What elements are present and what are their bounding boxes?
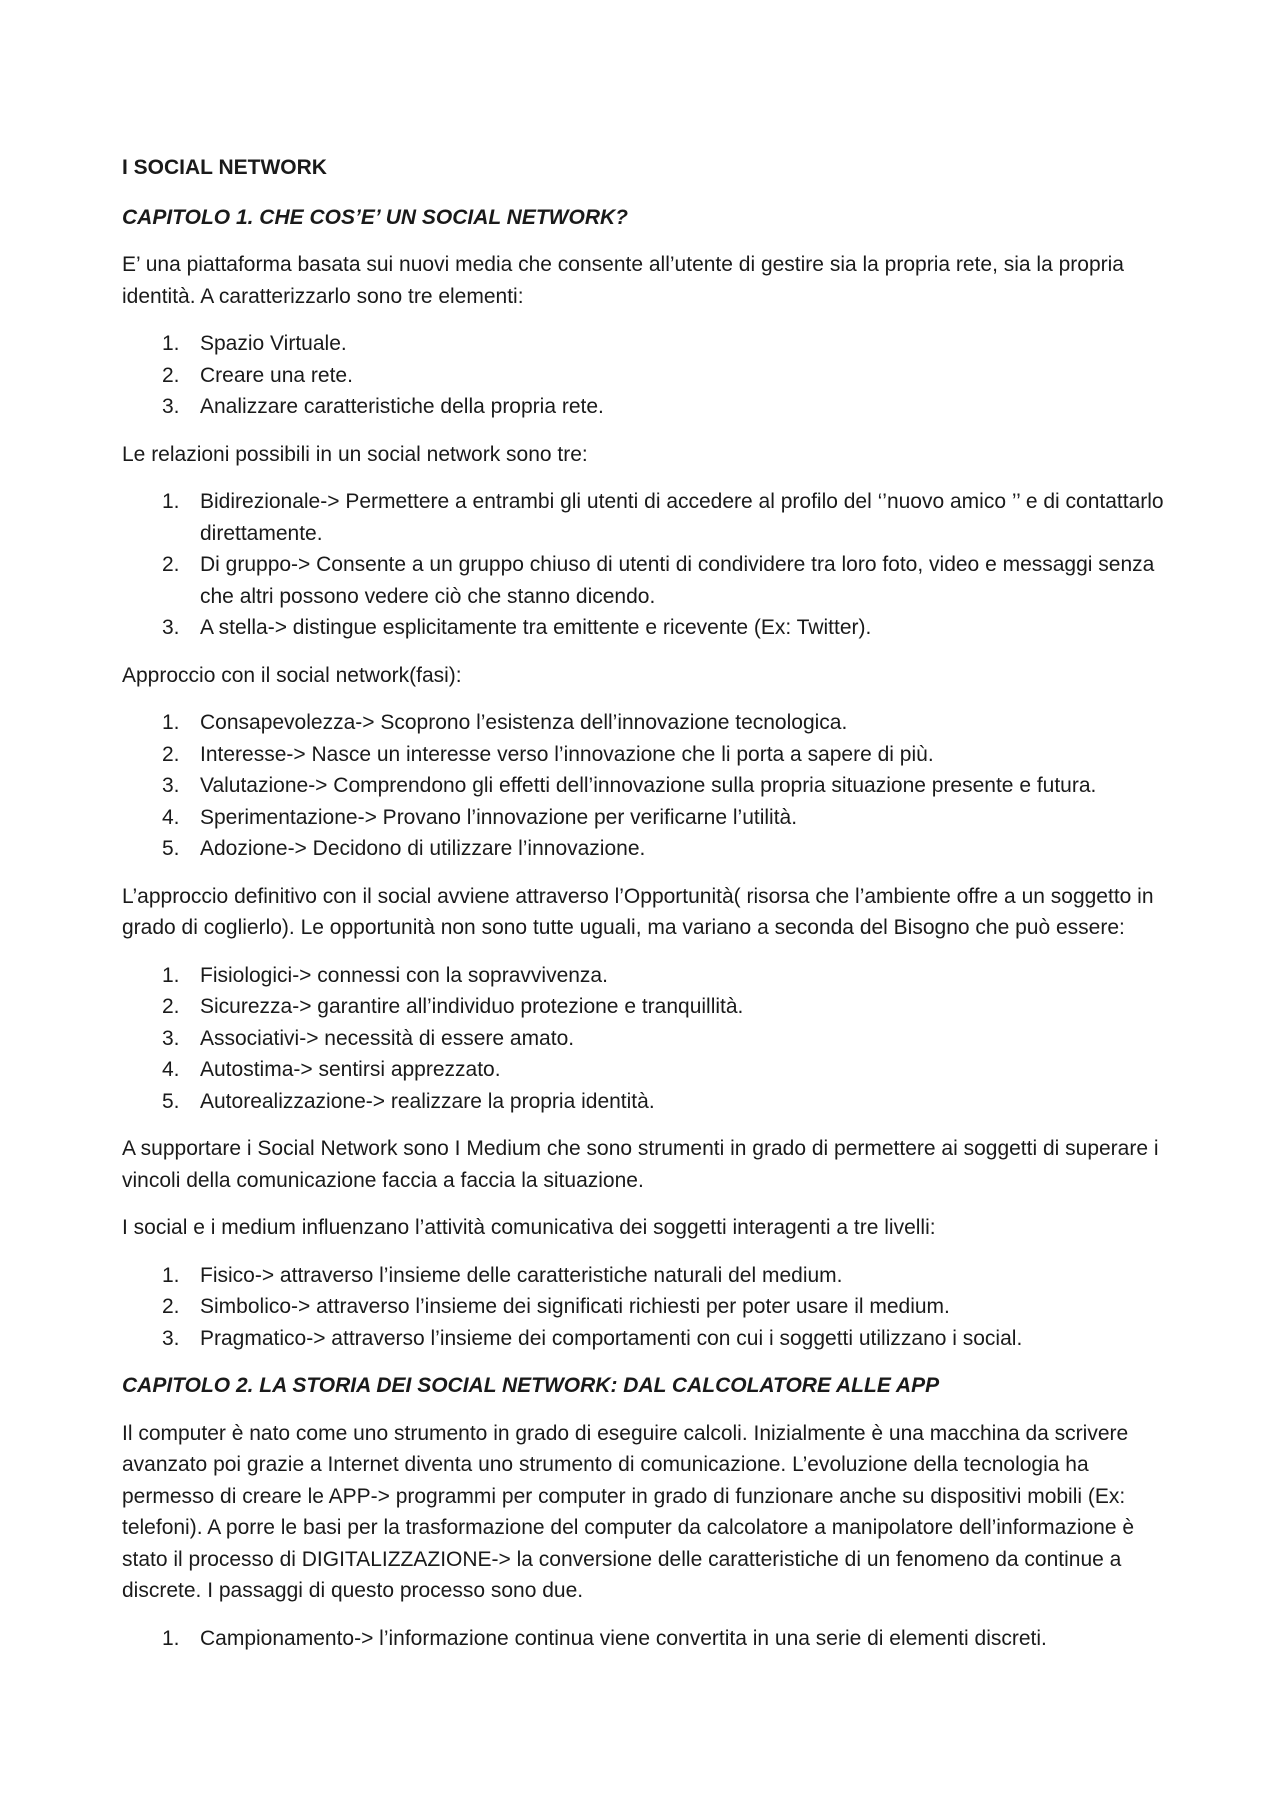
levels-list [122, 1260, 1167, 1355]
list-item: 4. Sperimentazione-> Provano l’innovazione per verificarne l’utilità. [162, 805, 798, 829]
list-item: 1. Campionamento-> l’informazione continua viene convertita in una serie di elementi discreti. [162, 1626, 1047, 1650]
list-item: 1. Consapevolezza-> Scoprono l’esistenza dell’innovazione tecnologica. [162, 711, 848, 734]
needs-list [122, 960, 1167, 1118]
list-item: 2. Interesse-> Nasce un interesse verso l’innovazione che li porta a sapere di più. [162, 742, 934, 766]
list-item: 5. Adozione-> Decidono di utilizzare l’innovazione. [162, 837, 646, 860]
list-item: 2. Di gruppo-> Consente a un gruppo chiuso di utenti di condividere tra loro foto, video e messaggi senza che altri possono vedere ciò che stanno dicendo. [162, 553, 1155, 608]
list-item: 2. Sicurezza-> garantire all’individuo protezione e tranquillità. [162, 995, 744, 1018]
list-item: 5. Autorealizzazione-> realizzare la propria identità. [162, 1089, 655, 1113]
opportunity-paragraph: L’approccio definitivo con il social avviene attraverso l’Opportunità( risorsa che l’ambiente offre a un soggetto in grado di coglierlo). Le opportunità non sono tutte uguali, ma variano a seconda del Bisogno che può essere: [122, 884, 1154, 939]
list-item: 3. A stella-> distingue esplicitamente tra emittente e ricevente (Ex: Twitter). [162, 616, 872, 639]
list-item: 4. Autostima-> sentirsi apprezzato. [162, 1058, 501, 1081]
list-item: 1. Fisico-> attraverso l’insieme delle caratteristiche naturali del medium. [162, 1263, 843, 1287]
chapter-1-intro: E’ una piattaforma basata sui nuovi media che consente all’utente di gestire sia la propria rete, sia la propria identità. A caratterizzarlo sono tre elementi: [122, 253, 1124, 308]
list-item: 1. Fisiologici-> connessi con la sopravvivenza. [162, 963, 608, 987]
list-item: 1. Bidirezionale-> Permettere a entrambi gli utenti di accedere al profilo del ‘’nuovo amico ’’ e di contattarlo direttamente. [162, 490, 1164, 545]
list-item: 3. Associativi-> necessità di essere amato. [162, 1026, 575, 1050]
document-body [122, 152, 1167, 1670]
chapter-1-heading: CAPITOLO 1. CHE COS’E’ UN SOCIAL NETWORK? [122, 205, 628, 229]
list-item: 2. Simbolico-> attraverso l’insieme dei significati richiesti per poter usare il medium. [162, 1295, 950, 1318]
chapter-2-intro: Il computer è nato come uno strumento in grado di eseguire calcoli. Inizialmente è una macchina da scrivere avanzato poi grazie a Internet diventa uno strumento di comunicazione. L’evoluzione della tecnologia ha permesso di creare le APP-> programmi per computer in grado di funzionare anche su dispositivi mobili (Ex: telefoni). A porre le basi per la trasformazione del computer da calcolatore a manipolatore dell’informazione è stato il processo di DIGITALIZZAZIONE-> la conversione delle caratteristiche di un fenomeno da continue a discrete. I passaggi di questo processo sono due. [122, 1421, 1135, 1602]
medium-paragraph: A supportare i Social Network sono I Medium che sono strumenti in grado di permettere ai soggetti di superare i vincoli della comunicazione faccia a faccia la situazione. [122, 1137, 1159, 1192]
phases-list [122, 707, 1167, 865]
approach-intro: Approccio con il social network(fasi): [122, 663, 462, 687]
chapter-2-heading: CAPITOLO 2. LA STORIA DEI SOCIAL NETWORK: DAL CALCOLATORE ALLE APP [122, 1374, 940, 1397]
list-item: 3. Analizzare caratteristiche della propria rete. [162, 395, 604, 418]
levels-intro: I social e i medium influenzano l’attività comunicativa dei soggetti interagenti a tre livelli: [122, 1216, 936, 1239]
list-item: 3. Pragmatico-> attraverso l’insieme dei comportamenti con cui i soggetti utilizzano i social. [162, 1326, 1023, 1350]
list-item: 2. Creare una rete. [162, 363, 353, 387]
document-title: I SOCIAL NETWORK [122, 156, 327, 179]
steps-list [122, 1623, 1167, 1655]
relations-list [122, 486, 1167, 644]
relations-intro: Le relazioni possibili in un social network sono tre: [122, 442, 588, 466]
list-item: 3. Valutazione-> Comprendono gli effetti dell’innovazione sulla propria situazione presente e futura. [162, 774, 1097, 797]
list-item: 1. Spazio Virtuale. [162, 332, 347, 355]
elements-list [122, 328, 1167, 423]
